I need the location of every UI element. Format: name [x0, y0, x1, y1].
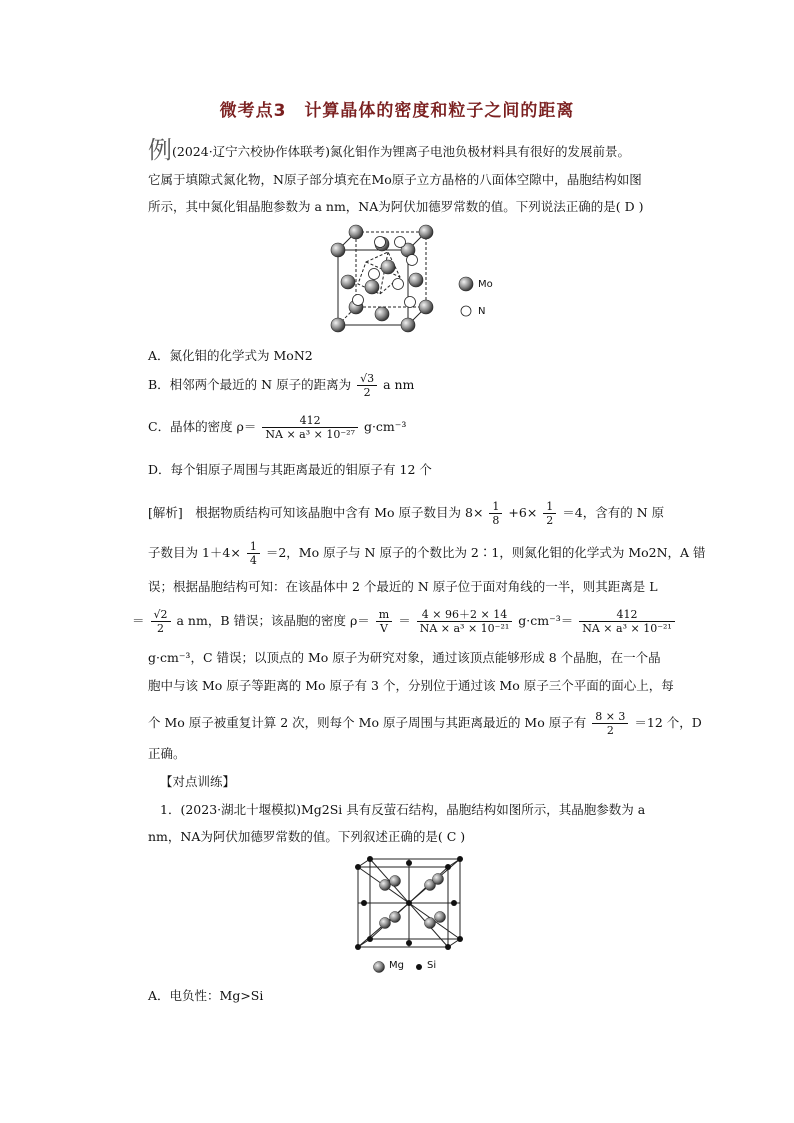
legend-n-label: N	[478, 306, 486, 317]
example-line-1: (2024·辽宁六校协作体联考)氮化钼作为锂离子电池负极材料具有很好的发展前景。	[172, 144, 631, 159]
practice-heading: 【对点训练】	[160, 774, 236, 789]
analysis-text: [解析] 根据物质结构可知该晶胞中含有 Mo 原子数目为 8×	[148, 505, 484, 520]
frac-denominator: 2	[157, 622, 164, 635]
fraction	[417, 608, 513, 635]
frac-denominator: NA × a³ × 10⁻²⁷	[265, 428, 355, 441]
frac-numerator: 412	[579, 608, 675, 622]
mg2si-crystal-figure	[350, 855, 470, 955]
analysis-line-3: 误；根据晶胞结构可知：在该晶体中 2 个最近的 N 原子位于面对角线的一半，则其距离是 L	[148, 579, 658, 594]
page-title: 微考点3 计算晶体的密度和粒子之间的距离	[219, 101, 575, 121]
option-c-unit: g·cm⁻³	[363, 419, 407, 434]
frac-numerator: 4 × 96＋2 × 14	[417, 608, 513, 622]
frac-denominator: 8	[492, 514, 500, 527]
example-option-d: D．每个钼原子周围与其距离最近的钼原子有 12 个	[148, 462, 432, 477]
fraction	[376, 608, 392, 635]
example-line-3: 所示，其中氮化钼晶胞参数为 a nm，NA为阿伏加德罗常数的值。下列说法正确的是( D )	[148, 199, 644, 214]
analysis-line-2	[148, 540, 706, 567]
legend-mo-label: Mo	[478, 279, 493, 290]
example-line-2: 它属于填隙式氮化物，N原子部分填充在Mo原子立方晶格的八面体空隙中，晶胞结构如图	[148, 172, 642, 187]
option-b-fraction	[357, 372, 377, 399]
frac-denominator: NA × a³ × 10⁻²¹	[419, 622, 510, 635]
si-legend-icon	[414, 962, 424, 972]
frac-denominator: 2	[546, 514, 554, 527]
legend-si-label: Si	[427, 960, 437, 971]
option-b-text: B．相邻两个最近的 N 原子的距离为	[148, 377, 352, 392]
fraction	[592, 710, 628, 737]
analysis-text: a nm，B 错误；该晶胞的密度 ρ＝	[176, 613, 370, 628]
frac-denominator: 2	[363, 386, 371, 399]
fraction	[579, 608, 675, 635]
practice-q1-line-2: nm，NA为阿伏加德罗常数的值。下列叙述正确的是( C )	[148, 829, 466, 844]
fraction	[543, 500, 556, 527]
legend-mg-label: Mg	[389, 960, 404, 971]
option-c-text: C．晶体的密度 ρ＝	[148, 419, 257, 434]
fraction	[247, 540, 260, 567]
fraction	[489, 500, 502, 527]
analysis-line-7	[148, 710, 702, 737]
frac-denominator: NA × a³ × 10⁻²¹	[582, 622, 672, 635]
example-mark: 例	[148, 136, 172, 164]
frac-numerator: 1	[247, 540, 260, 554]
analysis-line-8: 正确。	[148, 746, 186, 761]
practice-q1-line-1: 1．(2023·湖北十堰模拟)Mg2Si 具有反萤石结构，晶胞结构如图所示，其晶胞参数为 a	[160, 802, 646, 817]
frac-denominator: V	[380, 622, 388, 635]
example-option-a: A．氮化钼的化学式为 MoN2	[148, 348, 313, 363]
frac-numerator: √2	[151, 608, 171, 622]
frac-numerator: 1	[543, 500, 556, 514]
option-c-fraction	[262, 414, 358, 441]
option-b-unit: a nm	[383, 377, 415, 392]
analysis-text: ＝4，含有的 N 原	[562, 505, 665, 520]
analysis-text: g·cm⁻³＝	[518, 613, 574, 628]
analysis-line-4	[132, 608, 677, 635]
n-legend-icon	[461, 306, 471, 316]
analysis-text: 个 Mo 原子被重复计算 2 次，则每个 Mo 原子周围与其距离最近的 Mo 原子有	[148, 715, 587, 730]
fraction	[151, 608, 171, 635]
mg-legend-icon	[372, 960, 386, 974]
analysis-line-1	[148, 500, 664, 527]
mo-legend-icon	[459, 277, 473, 291]
frac-numerator: m	[376, 608, 392, 622]
example-option-c	[148, 414, 406, 441]
analysis-text: ＝2，Mo 原子与 N 原子的个数比为 2∶1，则氮化钼的化学式为 Mo2N，A 错	[265, 545, 706, 560]
frac-numerator: √3	[357, 372, 377, 386]
frac-numerator: 1	[489, 500, 502, 514]
analysis-text: ＝	[398, 613, 411, 628]
analysis-text: +6×	[508, 505, 538, 520]
analysis-line-6: 胞中与该 Mo 原子等距离的 Mo 原子有 3 个，分别位于通过该 Mo 原子三个平面的面心上，每	[148, 678, 674, 693]
analysis-text: 子数目为 1＋4×	[148, 545, 241, 560]
practice-q1-option-a: A．电负性：Mg>Si	[148, 988, 264, 1003]
frac-denominator: 4	[249, 554, 257, 567]
analysis-text: ＝12 个，D	[634, 715, 702, 730]
frac-numerator: 412	[262, 414, 358, 428]
frac-numerator: 8 × 3	[592, 710, 628, 724]
analysis-text: ＝	[132, 613, 145, 628]
analysis-line-5: g·cm⁻³，C 错误；以顶点的 Mo 原子为研究对象，通过该顶点能够形成 8 个晶胞，在一个晶	[148, 650, 661, 665]
example-option-b	[148, 372, 414, 399]
frac-denominator: 2	[606, 724, 614, 737]
